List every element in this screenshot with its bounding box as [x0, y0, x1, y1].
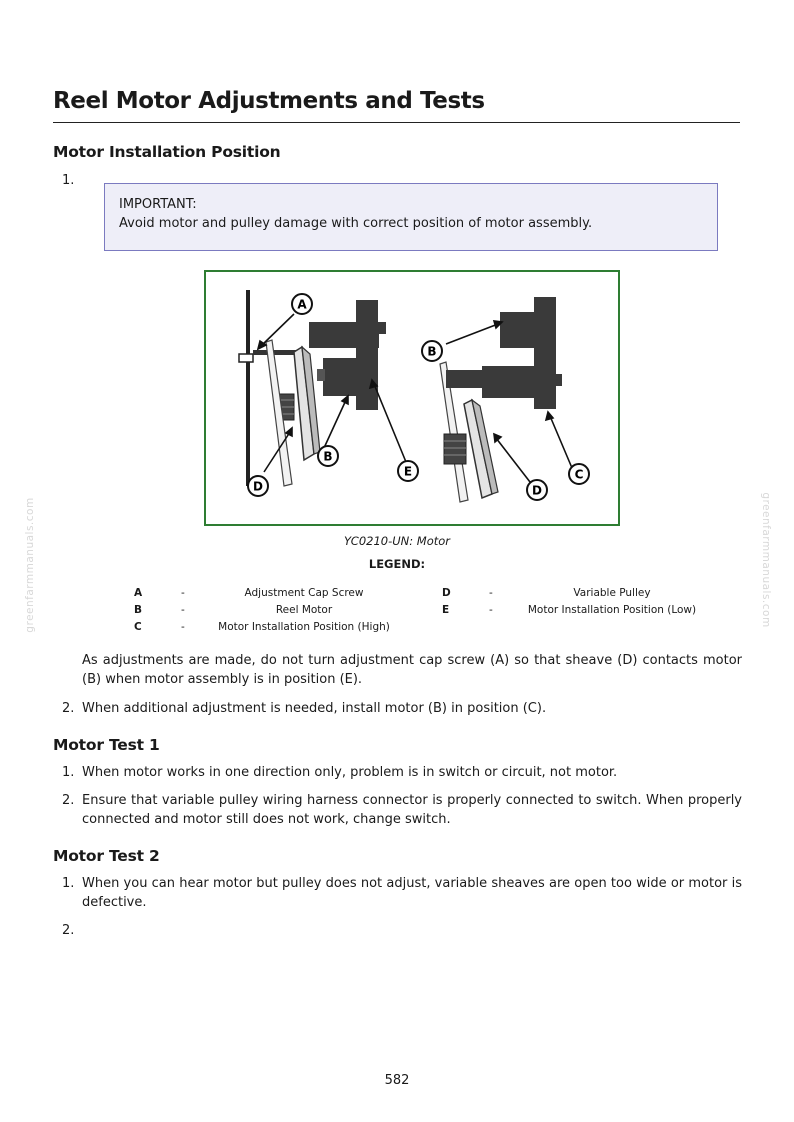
left-assembly	[239, 290, 386, 486]
shaft	[253, 350, 297, 355]
page-title: Reel Motor Adjustments and Tests	[53, 86, 740, 123]
page-number: 582	[384, 1073, 410, 1088]
legend-title: LEGEND:	[368, 557, 426, 571]
step-number: 1.	[62, 173, 75, 188]
step-number: 2.	[62, 793, 75, 808]
step-number: 2.	[62, 923, 75, 938]
section-heading-motor-test-2: Motor Test 2	[53, 847, 160, 865]
legend-key: A	[134, 587, 143, 599]
legend-text: Motor Installation Position (Low)	[527, 604, 697, 616]
callout-d-left: D	[253, 479, 263, 494]
motor-bracket	[356, 300, 378, 410]
section-heading-motor-installation-position: Motor Installation Position	[53, 143, 281, 161]
callout-a: A	[297, 297, 307, 312]
motor-diagram	[206, 272, 622, 528]
watermark-left: greenfarmmanuals.com	[24, 497, 36, 633]
important-text: Avoid motor and pulley damage with correct position of motor assembly.	[119, 216, 593, 231]
legend-text: Variable Pulley	[573, 587, 651, 599]
important-notice	[104, 183, 718, 251]
legend-sep: -	[181, 587, 185, 599]
step1-paragraph: As adjustments are made, do not turn adjustment cap screw (A) so that sheave (D) contacts motor (B) when motor assembly is in position (E).	[82, 653, 742, 687]
mount-plate	[246, 290, 250, 486]
motor-figure	[204, 270, 620, 526]
legend-sep: -	[181, 604, 185, 616]
legend-sep: -	[181, 621, 185, 633]
step2-paragraph: When additional adjustment is needed, install motor (B) in position (C).	[82, 701, 547, 716]
callout-e: E	[403, 464, 413, 479]
legend-sep: -	[489, 587, 493, 599]
watermark-right: greenfarmmanuals.com	[760, 492, 772, 628]
step-number: 1.	[62, 876, 75, 891]
reel-motor-right	[500, 312, 538, 348]
test1-step1-paragraph: When motor works in one direction only, problem is in switch or circuit, not motor.	[82, 765, 618, 780]
legend-text: Reel Motor	[275, 604, 333, 616]
callout-c: C	[574, 467, 584, 482]
motor-bracket-right	[534, 297, 556, 409]
callout-d-right: D	[532, 483, 542, 498]
adjustment-cap-screw	[239, 354, 253, 362]
legend-text: Motor Installation Position (High)	[218, 621, 390, 633]
figure-caption: YC0210-UN: Motor	[343, 534, 451, 548]
legend-key: E	[442, 604, 450, 616]
section-heading-motor-test-1: Motor Test 1	[53, 736, 160, 754]
right-assembly	[440, 297, 562, 502]
callout-b-left: B	[323, 449, 333, 464]
pulley-hub-right	[444, 434, 466, 464]
legend-key: D	[442, 587, 451, 599]
legend-key: C	[134, 621, 142, 633]
step-number: 1.	[62, 765, 75, 780]
legend-sep: -	[489, 604, 493, 616]
test2-step1-paragraph: When you can hear motor but pulley does not adjust, variable sheaves are open too wide or motor is defective.	[82, 876, 742, 910]
test1-step2-paragraph: Ensure that variable pulley wiring harness connector is properly connected to switch. When properly connected and motor still does not work, change switch.	[82, 793, 742, 827]
legend-key: B	[134, 604, 143, 616]
legend-text: Adjustment Cap Screw	[244, 587, 364, 599]
callout-b-right: B	[427, 344, 437, 359]
important-label: IMPORTANT:	[119, 197, 197, 212]
step-number: 2.	[62, 701, 75, 716]
